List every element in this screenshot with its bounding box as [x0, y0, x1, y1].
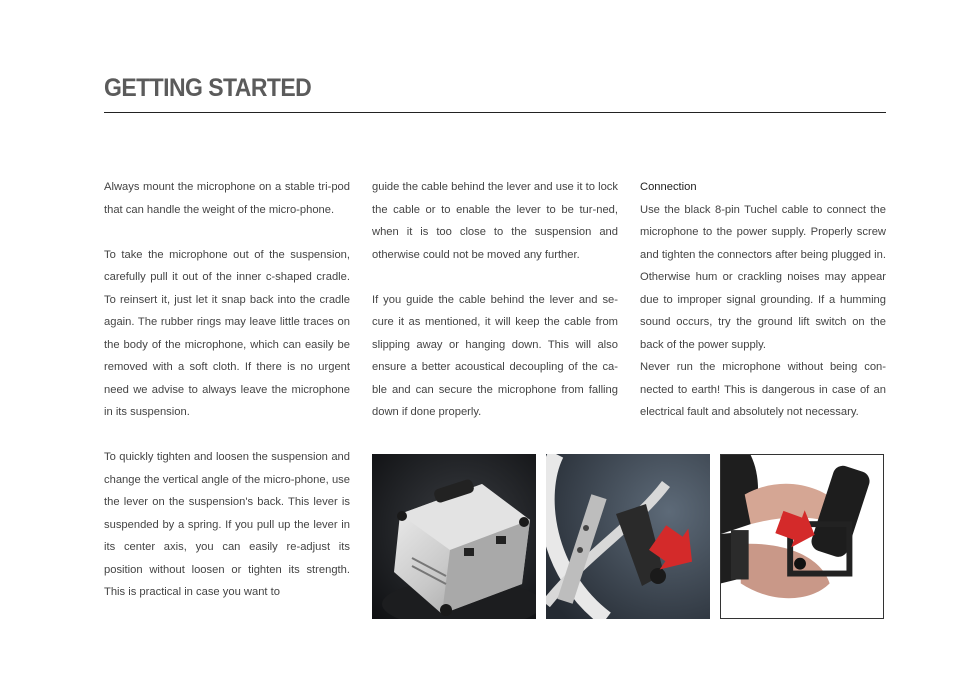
paragraph-mounting: Always mount the microphone on a stable tri-pod that can handle the weight of the micro-phone. — [104, 181, 350, 216]
paragraph-cable-secure: If you guide the cable behind the lever and se-cure it as mentioned, it will keep the cable from slipping away or hanging down. This will also ensure a better acoustical decoupling of the ca-ble and can secure the microphone from falling down if done properly. — [372, 293, 618, 418]
paragraph-suspension: To take the microphone out of the suspension, carefully pull it out of the inner c-shaped cradle. To reinsert it, just let it snap back into the cradle again. The rubber rings may leave little traces on the body of the microphone, which can easily be removed with a soft cloth. If there is no urgent need we advise to always leave the microphone in its suspension. — [104, 248, 350, 418]
connection-heading: Connection — [640, 181, 697, 193]
page-title: GETTING STARTED — [104, 74, 312, 102]
photo-aluminium-case — [372, 454, 536, 619]
text-column-1 — [104, 176, 350, 604]
text-column-2 — [372, 176, 618, 424]
photo-hands-mounting — [720, 454, 884, 619]
text-column-3 — [640, 176, 886, 424]
paragraph-lever: To quickly tighten and loosen the suspension and change the vertical angle of the micro-phone, use the lever on the suspension's back. This lever is suspended by a spring. If you pull up the lever in its center axis, you can easily re-adjust its position without loosen or tighten its strength. This is practical in case you want to — [104, 451, 350, 598]
paragraph-connection: Use the black 8-pin Tuchel cable to connect the microphone to the power supply. Properly screw and tighten the connectors after being plugged in. Otherwise hum or crackling noises may appear due to improper signal grounding. If a humming sound occurs, try the ground lift switch on the back of the power supply. — [640, 203, 886, 351]
photo-suspension-lever — [546, 454, 710, 619]
paragraph-cable-lever: guide the cable behind the lever and use it to lock the cable or to enable the lever to be tur-ned, when it is too close to the suspension and otherwise could not be moved any further. — [372, 181, 618, 261]
title-divider — [104, 112, 886, 113]
paragraph-earth-warning: Never run the microphone without being con-nected to earth! This is dangerous in case of an electrical fault and absolutely not necessary. — [640, 361, 886, 418]
